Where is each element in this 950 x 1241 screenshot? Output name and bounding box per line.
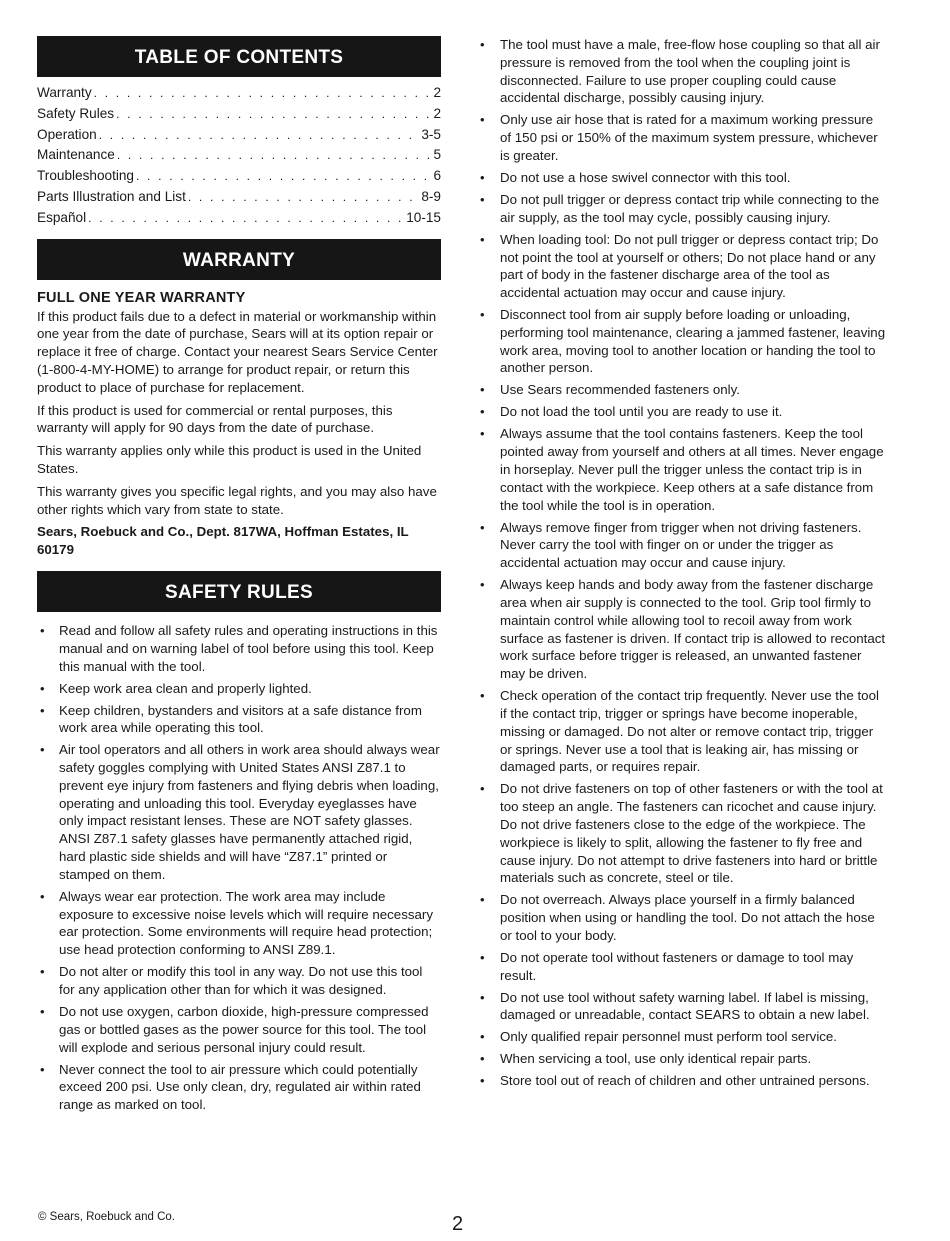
- safety-rule-item: • When loading tool: Do not pull trigger or depress contact trip; Do not point the tool at yourself or others; Do not place hand or any part of body in the fastener discharge area of the tool as accidental actuation may occur and cause injury.: [477, 231, 887, 302]
- safety-rule-item: • Store tool out of reach of children and other untrained persons.: [477, 1072, 887, 1090]
- left-column: [37, 36, 441, 1118]
- warranty-heading: WARRANTY: [37, 239, 441, 280]
- toc-entry-title: Troubleshooting: [37, 168, 134, 184]
- safety-rule-item: • Only use air hose that is rated for a maximum working pressure of 150 psi or 150% of the maximum system pressure, whichever is greater.: [477, 111, 887, 164]
- toc-entry-title: Español: [37, 209, 87, 225]
- toc-entry-title: Warranty: [37, 85, 92, 100]
- toc-leader-dots: [136, 166, 431, 187]
- safety-rules-list-left: [37, 622, 441, 1114]
- toc-list: [37, 83, 441, 229]
- toc-entry-page: 2: [433, 105, 441, 121]
- safety-rule-item: • Do not use a hose swivel connector with this tool.: [477, 169, 887, 187]
- safety-rule-item: • Do not pull trigger or depress contact trip while connecting to the air supply, as the tool may cycle, possibly causing injury.: [477, 191, 887, 227]
- safety-heading: SAFETY RULES: [37, 571, 441, 612]
- safety-rule-item: • When servicing a tool, use only identical repair parts.: [477, 1050, 887, 1068]
- page-number: 2: [452, 1213, 464, 1235]
- toc-entry: [37, 125, 441, 146]
- toc-entry-title: Maintenance: [37, 147, 115, 163]
- warranty-paragraph: If this product fails due to a defect in material or workmanship within one year from the date of purchase, Sears will at its option repair or replace it free of charge. Contact your nearest Sears Service Center (1-800-4-MY-HOME) to arrange for product repair, or return this product to place of purchase for replacement.: [37, 308, 438, 395]
- toc-entry: [37, 187, 441, 208]
- toc-entry: [37, 145, 441, 166]
- warranty-paragraph: This warranty applies only while this product is used in the United States.: [37, 443, 422, 476]
- safety-rule-item: • Check operation of the contact trip frequently. Never use the tool if the contact trip, trigger or springs have become inoperable, missing or damaged. Do not alter or remove contact trip, trigger or springs. Never use a tool that is leaking air, has missing or damaged parts, or requires repair.: [477, 687, 887, 776]
- toc-entry-page: 6: [433, 168, 441, 184]
- safety-rule-item: • Do not use tool without safety warning label. If label is missing, damaged or unreadable, contact SEARS to obtain a new label.: [477, 989, 887, 1025]
- safety-rule-item: • Do not drive fasteners on top of other fasteners or with the tool at too steep an angle. The fasteners can ricochet and cause injury. Do not drive fasteners close to the edge of the workpiece. The workpiece is likely to split, allowing the fastener to fly free and cause injury. Do not attempt to drive fasteners into hard or brittle materials such as concrete, steel or tile.: [477, 780, 887, 887]
- toc-leader-dots: [88, 208, 404, 229]
- safety-rule-item: • Only qualified repair personnel must perform tool service.: [477, 1028, 887, 1046]
- toc-entry: [37, 83, 441, 104]
- warranty-paragraph: If this product is used for commercial or rental purposes, this warranty will apply for 90 days from the date of purchase.: [37, 402, 393, 436]
- warranty-subheading: FULL ONE YEAR WARRANTY: [37, 289, 246, 306]
- toc-entry: [37, 104, 441, 125]
- toc-entry-page: 10-15: [406, 209, 441, 225]
- warranty-paragraph: This warranty gives you specific legal rights, and you may also have other rights which vary from state to state.: [37, 483, 437, 517]
- safety-rule-item: • Do not load the tool until you are ready to use it.: [477, 403, 887, 421]
- safety-rule-item: • Do not overreach. Always place yourself in a firmly balanced position when using or handling the tool. Do not attach the hose or tool to your body.: [477, 891, 887, 944]
- toc-entry-title: Parts Illustration and List: [37, 188, 186, 204]
- toc-entry-page: 3-5: [421, 126, 441, 142]
- safety-rule-item: • Do not use oxygen, carbon dioxide, high-pressure compressed gas or bottled gases as the power source for this tool. The tool will explode and serious personal injury could result.: [37, 1003, 441, 1056]
- toc-entry: [37, 208, 441, 229]
- toc-entry-page: 8-9: [421, 188, 441, 204]
- safety-rule-item: • Always remove finger from trigger when not driving fasteners. Never carry the tool with finger on or under the trigger as accidental actuation may occur and cause injury.: [477, 519, 887, 572]
- warranty-address: Sears, Roebuck and Co., Dept. 817WA, Hoffman Estates, IL 60179: [37, 524, 409, 558]
- safety-rule-item: • The tool must have a male, free-flow hose coupling so that all air pressure is removed from the tool when the coupling joint is disconnected. Failure to use proper coupling could cause accidental discharge, possibly causing injury.: [477, 36, 887, 107]
- toc-entry: [37, 166, 441, 187]
- toc-heading: TABLE OF CONTENTS: [37, 36, 441, 77]
- copyright-footer: © Sears, Roebuck and Co.: [38, 1211, 175, 1223]
- safety-rule-item: • Do not alter or modify this tool in any way. Do not use this tool for any application other than for which it was designed.: [37, 963, 441, 999]
- safety-rule-item: • Air tool operators and all others in work area should always wear safety goggles complying with United States ANSI Z87.1 to prevent eye injury from fasteners and flying debris when loading, operating and unloading this tool. Everyday eyeglasses have only impact resistant lenses. These are NOT safety glasses. ANSI Z87.1 safety glasses have permanently attached rigid, hard plastic side shields and will have “Z87.1” printed or stamped on them.: [37, 741, 441, 883]
- safety-rules-list-right: [477, 36, 887, 1090]
- safety-rule-item: • Disconnect tool from air supply before loading or unloading, performing tool maintenance, clearing a jammed fastener, leaving work area, moving tool to another location or handing the tool to another person.: [477, 306, 887, 377]
- safety-rule-item: • Never connect the tool to air pressure which could potentially exceed 200 psi. Use only clean, dry, regulated air within rated range as marked on tool.: [37, 1061, 441, 1114]
- safety-rule-item: • Use Sears recommended fasteners only.: [477, 381, 887, 399]
- safety-rule-item: • Always keep hands and body away from the fastener discharge area when air supply is connected to the tool. Grip tool firmly to maintain control while allowing tool to recoil away from work surface as fastener is driven. If contact trip is allowed to recontact work surface before trigger is released, an unwanted fastener may be driven.: [477, 576, 887, 683]
- safety-rule-item: • Do not operate tool without fasteners or damage to tool may result.: [477, 949, 887, 985]
- safety-rule-item: • Keep children, bystanders and visitors at a safe distance from work area while operating this tool.: [37, 702, 441, 738]
- safety-rule-item: • Read and follow all safety rules and operating instructions in this manual and on warning label of tool before using this tool. Keep this manual with the tool.: [37, 622, 441, 675]
- toc-entry-title: Operation: [37, 126, 97, 142]
- toc-entry-page: 5: [433, 147, 441, 163]
- safety-rule-item: • Keep work area clean and properly lighted.: [37, 680, 441, 698]
- safety-rule-item: • Always wear ear protection. The work area may include exposure to excessive noise levels which will require necessary ear protection. Some environments will require head protection; use head protection conforming to ANSI Z89.1.: [37, 888, 441, 959]
- toc-leader-dots: [99, 125, 420, 146]
- safety-rule-item: • Always assume that the tool contains fasteners. Keep the tool pointed away from yourself and others at all times. Never engage in horseplay. Never pull the trigger unless the contact trip is in contact with the workpiece. Keep others at a safe distance from the tool while the tool is in operation.: [477, 425, 887, 514]
- right-column: [477, 36, 887, 1094]
- toc-leader-dots: [117, 145, 432, 166]
- toc-entry-title: Safety Rules: [37, 105, 115, 121]
- warranty-body: [37, 308, 441, 519]
- toc-entry-page: 2: [433, 85, 441, 100]
- toc-leader-dots: [94, 83, 432, 104]
- toc-leader-dots: [188, 187, 419, 208]
- toc-leader-dots: [116, 104, 431, 125]
